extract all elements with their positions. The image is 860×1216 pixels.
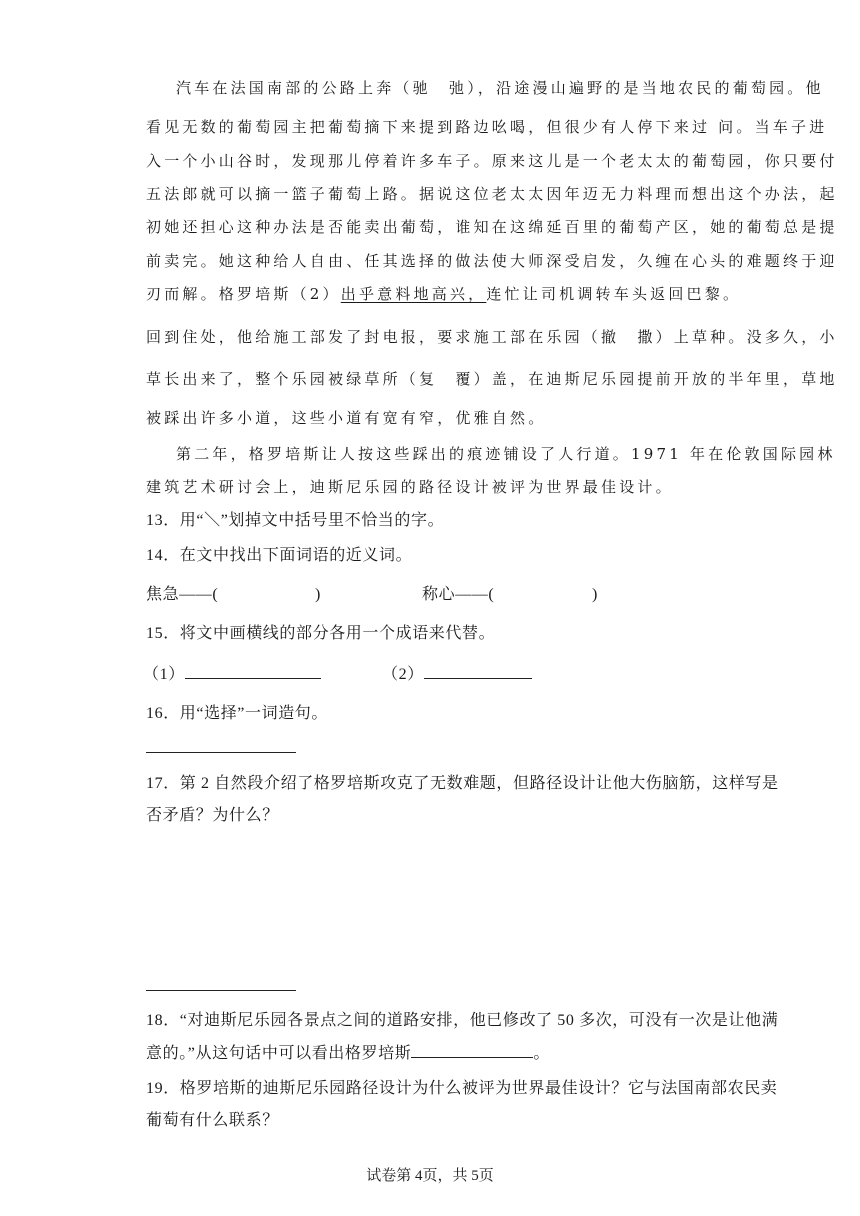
answer-1-label: （1） [143,666,185,683]
sentence-answer-line[interactable] [146,752,296,753]
question-16: 16．用“选择”一词造句。 [146,705,329,722]
underlined-phrase-2: 出乎意料地高兴， [340,285,487,303]
passage-line-3: 入一个小山谷时，发现那儿停着许多车子。原来这儿是一个老太太的葡萄园，你只要付 [146,152,838,170]
question-18-text: 意的。”从这句话中可以看出格罗培斯 [146,1045,412,1062]
answer-line-2[interactable] [382,664,532,685]
question-19-line-1: 19．格罗培斯的迪斯尼乐园路径设计为什么被评为世界最佳设计？它与法国南部农民卖 [146,1080,778,1097]
passage-line-7-start: 刃而解。格罗培斯（2） [146,285,341,303]
question-18-line-2 [146,1043,550,1064]
passage-line-6: 前卖完。她这种给人自由、任其选择的做法使大师深受启发，久缠在心头的难题终于迎 [146,252,838,270]
q17-answer-line[interactable] [146,990,296,991]
passage-line-1: 汽车在法国南部的公路上奔（驰 弛），沿途漫山遍野的是当地农民的葡萄园。他 [176,79,824,97]
question-13: 13．用“＼”划掉文中括号里不恰当的字。 [146,512,445,529]
question-18-end: 。 [533,1045,550,1062]
passage-line-7 [146,284,741,304]
passage-line-11: 第二年，格罗培斯让人按这些踩出的痕迹铺设了人行道。1971 年在伦敦国际园林 [176,445,836,463]
synonym-word-1-label: 焦急——( [146,586,219,603]
question-17-line-2: 否矛盾？为什么？ [146,807,279,824]
question-15: 15．将文中画横线的部分各用一个成语来代替。 [146,625,496,642]
synonym-word-2-label: 称心——( [422,586,495,603]
synonym-word-2-close: ) [592,586,598,603]
question-14: 14．在文中找出下面词语的近义词。 [146,547,413,564]
passage-line-10: 被踩出许多小道，这些小道有宽有窄，优雅自然。 [146,409,547,427]
passage-line-2: 看见无数的葡萄园主把葡萄摘下来提到路边吆喝，但很少有人停下来过 问。当车子进 [146,118,828,136]
question-19-line-2: 葡萄有什么联系？ [146,1112,279,1129]
question-17-line-1: 17．第 2 自然段介绍了格罗培斯攻克了无数难题，但路径设计让他大伤脑筋，这样写是 [146,775,779,792]
passage-line-7-end: 连忙让司机调转车头返回巴黎。 [486,285,742,303]
answer-1-blank[interactable] [185,664,321,679]
synonym-word-1-close: ) [315,586,321,603]
passage-line-5: 初她还担心这种办法是否能卖出葡萄，谁知在这绵延百里的葡萄产区，她的葡萄总是提 [146,218,838,236]
passage-line-9: 草长出来了，整个乐园被绿草所（复 覆）盖，在迪斯尼乐园提前开放的半年里，草地 [146,370,838,388]
answer-2-blank[interactable] [424,664,532,679]
page-footer: 试卷第 4页，共 5页 [366,1168,494,1184]
answer-line-1[interactable] [143,664,321,685]
passage-line-12: 建筑艺术研讨会上，迪斯尼乐园的路径设计被评为世界最佳设计。 [146,478,674,496]
passage-line-4: 五法郎就可以摘一篮子葡萄上路。据说这位老太太因年迈无力料理而想出这个办法，起 [146,185,838,203]
q18-answer-blank[interactable] [411,1043,533,1058]
passage-line-8: 回到住处，他给施工部发了封电报，要求施工部在乐园（撤 撒）上草种。没多久，小 [146,328,838,346]
answer-2-label: （2） [382,666,424,683]
question-18-line-1: 18．“对迪斯尼乐园各景点之间的道路安排，他已修改了 50 多次，可没有一次是让他满 [146,1012,779,1029]
